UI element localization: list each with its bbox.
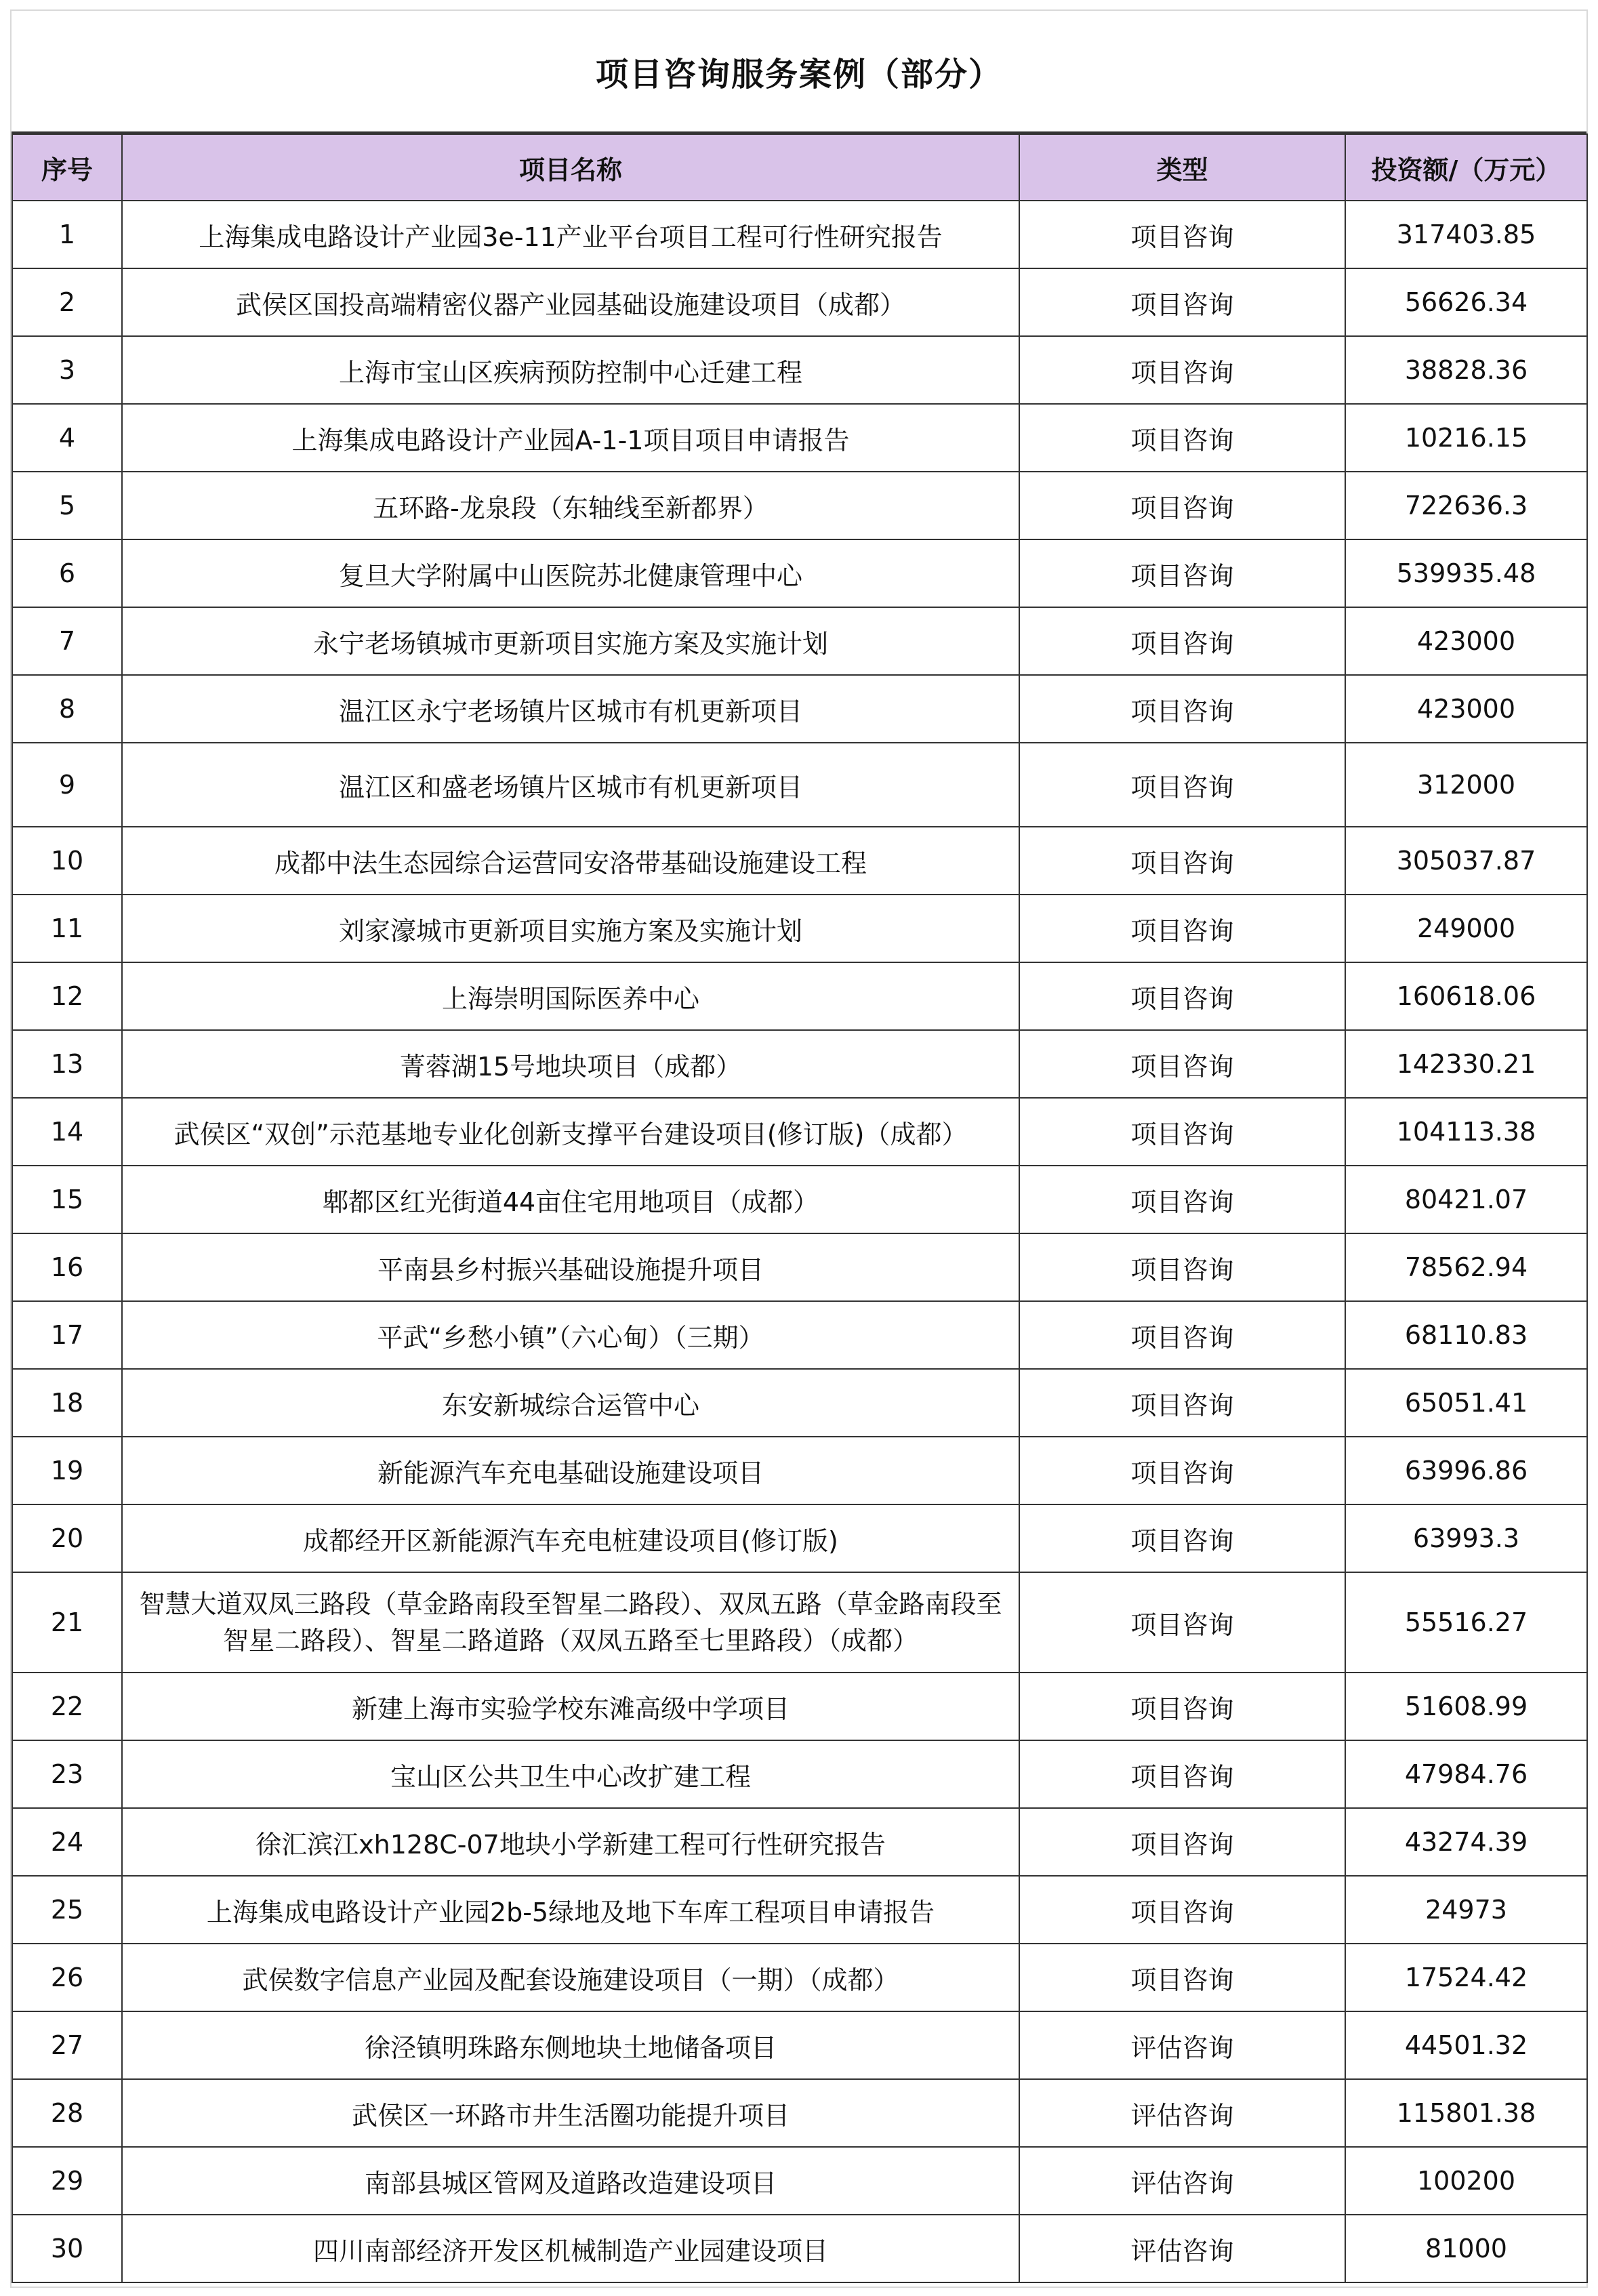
cell-investment: 104113.38 <box>1345 1098 1587 1166</box>
cell-type: 项目咨询 <box>1019 1572 1345 1673</box>
cell-project-name: 宝山区公共卫生中心改扩建工程 <box>122 1740 1019 1808</box>
table-row <box>12 1437 1587 1504</box>
table-row <box>12 539 1587 607</box>
cell-project-name: 徐汇滨江xh128C-07地块小学新建工程可行性研究报告 <box>122 1808 1019 1876</box>
cell-project-name: 四川南部经济开发区机械制造产业园建设项目 <box>122 2215 1019 2282</box>
cell-index: 4 <box>12 404 122 472</box>
cell-index: 16 <box>12 1233 122 1301</box>
cell-project-name: 武侯数字信息产业园及配套设施建设项目（一期）（成都） <box>122 1944 1019 2011</box>
cell-index: 1 <box>12 201 122 268</box>
cell-type: 项目咨询 <box>1019 1098 1345 1166</box>
cell-investment: 100200 <box>1345 2147 1587 2215</box>
cell-type: 项目咨询 <box>1019 539 1345 607</box>
cell-type: 项目咨询 <box>1019 962 1345 1030</box>
cell-project-name: 成都经开区新能源汽车充电桩建设项目(修订版) <box>122 1504 1019 1572</box>
cell-project-name: 温江区永宁老场镇片区城市有机更新项目 <box>122 675 1019 743</box>
table-row <box>12 1030 1587 1098</box>
cell-type: 评估咨询 <box>1019 2011 1345 2079</box>
table-row <box>12 1572 1587 1673</box>
cell-investment: 51608.99 <box>1345 1673 1587 1740</box>
cell-investment: 305037.87 <box>1345 827 1587 895</box>
cell-project-name: 平武“乡愁小镇”（六心甸）（三期） <box>122 1301 1019 1369</box>
cell-type: 项目咨询 <box>1019 1740 1345 1808</box>
cell-index: 8 <box>12 675 122 743</box>
cell-project-name: 上海市宝山区疾病预防控制中心迁建工程 <box>122 336 1019 404</box>
table-row <box>12 1944 1587 2011</box>
cell-type: 项目咨询 <box>1019 743 1345 827</box>
cell-project-name: 东安新城综合运管中心 <box>122 1369 1019 1437</box>
case-sheet <box>10 9 1588 2288</box>
cell-type: 项目咨询 <box>1019 607 1345 675</box>
cell-type: 项目咨询 <box>1019 472 1345 539</box>
cell-type: 项目咨询 <box>1019 1437 1345 1504</box>
cell-project-name: 武侯区国投高端精密仪器产业园基础设施建设项目（成都） <box>122 268 1019 336</box>
cell-investment: 63993.3 <box>1345 1504 1587 1572</box>
cell-type: 项目咨询 <box>1019 895 1345 962</box>
cell-index: 20 <box>12 1504 122 1572</box>
table-row <box>12 607 1587 675</box>
cell-type: 项目咨询 <box>1019 1301 1345 1369</box>
table-row <box>12 201 1587 268</box>
cell-type: 项目咨询 <box>1019 1673 1345 1740</box>
table-row <box>12 1233 1587 1301</box>
table-row <box>12 675 1587 743</box>
cell-type: 项目咨询 <box>1019 1504 1345 1572</box>
cell-type: 项目咨询 <box>1019 1876 1345 1944</box>
header-investment: 投资额/（万元） <box>1345 134 1587 201</box>
table-row <box>12 1876 1587 1944</box>
cell-index: 30 <box>12 2215 122 2282</box>
cell-project-name: 上海集成电路设计产业园2b-5绿地及地下车库工程项目申请报告 <box>122 1876 1019 1944</box>
cell-type: 项目咨询 <box>1019 1808 1345 1876</box>
cell-project-name: 复旦大学附属中山医院苏北健康管理中心 <box>122 539 1019 607</box>
cell-type: 项目咨询 <box>1019 201 1345 268</box>
cell-type: 项目咨询 <box>1019 1030 1345 1098</box>
cell-investment: 44501.32 <box>1345 2011 1587 2079</box>
cell-investment: 56626.34 <box>1345 268 1587 336</box>
cell-investment: 142330.21 <box>1345 1030 1587 1098</box>
cell-index: 21 <box>12 1572 122 1673</box>
cell-project-name: 五环路-龙泉段（东轴线至新都界） <box>122 472 1019 539</box>
cell-project-name: 平南县乡村振兴基础设施提升项目 <box>122 1233 1019 1301</box>
cell-index: 29 <box>12 2147 122 2215</box>
cell-type: 评估咨询 <box>1019 2215 1345 2282</box>
table-row <box>12 827 1587 895</box>
cell-investment: 249000 <box>1345 895 1587 962</box>
cell-index: 13 <box>12 1030 122 1098</box>
cell-investment: 423000 <box>1345 607 1587 675</box>
cell-investment: 24973 <box>1345 1876 1587 1944</box>
cell-index: 7 <box>12 607 122 675</box>
cell-investment: 63996.86 <box>1345 1437 1587 1504</box>
cell-investment: 312000 <box>1345 743 1587 827</box>
cell-project-name: 刘家濠城市更新项目实施方案及实施计划 <box>122 895 1019 962</box>
table-header-row <box>12 134 1587 201</box>
table-row <box>12 743 1587 827</box>
table-row <box>12 1098 1587 1166</box>
cell-investment: 722636.3 <box>1345 472 1587 539</box>
header-name: 项目名称 <box>122 134 1019 201</box>
table-row <box>12 1808 1587 1876</box>
table-row <box>12 2079 1587 2147</box>
cell-project-name: 智慧大道双凤三路段（草金路南段至智星二路段）、双凤五路（草金路南段至智星二路段）、智星二路道路（双凤五路至七里路段）（成都） <box>122 1572 1019 1673</box>
table-row <box>12 472 1587 539</box>
cell-investment: 65051.41 <box>1345 1369 1587 1437</box>
cell-type: 项目咨询 <box>1019 1369 1345 1437</box>
cell-type: 项目咨询 <box>1019 1233 1345 1301</box>
page-title: 项目咨询服务案例（部分） <box>595 55 1002 94</box>
cell-investment: 423000 <box>1345 675 1587 743</box>
cell-investment: 81000 <box>1345 2215 1587 2282</box>
cell-type: 项目咨询 <box>1019 1944 1345 2011</box>
table-row <box>12 1301 1587 1369</box>
cell-index: 27 <box>12 2011 122 2079</box>
cell-index: 10 <box>12 827 122 895</box>
cell-investment: 17524.42 <box>1345 1944 1587 2011</box>
cell-investment: 43274.39 <box>1345 1808 1587 1876</box>
table-row <box>12 268 1587 336</box>
cell-index: 3 <box>12 336 122 404</box>
cell-index: 17 <box>12 1301 122 1369</box>
cell-index: 25 <box>12 1876 122 1944</box>
cell-index: 23 <box>12 1740 122 1808</box>
cell-investment: 68110.83 <box>1345 1301 1587 1369</box>
cell-project-name: 郫都区红光街道44亩住宅用地项目（成都） <box>122 1166 1019 1233</box>
cell-index: 28 <box>12 2079 122 2147</box>
cell-index: 22 <box>12 1673 122 1740</box>
cell-index: 11 <box>12 895 122 962</box>
table-row <box>12 1166 1587 1233</box>
cell-index: 2 <box>12 268 122 336</box>
cell-project-name: 上海集成电路设计产业园A-1-1项目项目申请报告 <box>122 404 1019 472</box>
cell-project-name: 新能源汽车充电基础设施建设项目 <box>122 1437 1019 1504</box>
cell-investment: 160618.06 <box>1345 962 1587 1030</box>
table-row <box>12 1369 1587 1437</box>
cell-project-name: 新建上海市实验学校东滩高级中学项目 <box>122 1673 1019 1740</box>
table-row <box>12 2215 1587 2282</box>
cell-index: 24 <box>12 1808 122 1876</box>
table-row <box>12 2147 1587 2215</box>
cell-project-name: 上海崇明国际医养中心 <box>122 962 1019 1030</box>
table-row <box>12 1504 1587 1572</box>
cell-type: 项目咨询 <box>1019 827 1345 895</box>
table-row <box>12 962 1587 1030</box>
cell-investment: 38828.36 <box>1345 336 1587 404</box>
cell-investment: 78562.94 <box>1345 1233 1587 1301</box>
cell-project-name: 菁蓉湖15号地块项目（成都） <box>122 1030 1019 1098</box>
cell-investment: 317403.85 <box>1345 201 1587 268</box>
cell-project-name: 上海集成电路设计产业园3e-11产业平台项目工程可行性研究报告 <box>122 201 1019 268</box>
cell-index: 19 <box>12 1437 122 1504</box>
cell-type: 项目咨询 <box>1019 336 1345 404</box>
cell-type: 评估咨询 <box>1019 2079 1345 2147</box>
cell-type: 项目咨询 <box>1019 268 1345 336</box>
cell-project-name: 南部县城区管网及道路改造建设项目 <box>122 2147 1019 2215</box>
table-row <box>12 895 1587 962</box>
cell-project-name: 永宁老场镇城市更新项目实施方案及实施计划 <box>122 607 1019 675</box>
cell-type: 项目咨询 <box>1019 404 1345 472</box>
cell-investment: 47984.76 <box>1345 1740 1587 1808</box>
cell-index: 26 <box>12 1944 122 2011</box>
table-row <box>12 1740 1587 1808</box>
cell-index: 6 <box>12 539 122 607</box>
cell-investment: 539935.48 <box>1345 539 1587 607</box>
cell-project-name: 武侯区一环路市井生活圈功能提升项目 <box>122 2079 1019 2147</box>
cases-table <box>12 134 1588 2283</box>
cell-index: 15 <box>12 1166 122 1233</box>
table-body <box>12 201 1587 2282</box>
cell-type: 项目咨询 <box>1019 1166 1345 1233</box>
table-row <box>12 336 1587 404</box>
cell-investment: 80421.07 <box>1345 1166 1587 1233</box>
cell-investment: 10216.15 <box>1345 404 1587 472</box>
cell-index: 14 <box>12 1098 122 1166</box>
cell-project-name: 温江区和盛老场镇片区城市有机更新项目 <box>122 743 1019 827</box>
header-index: 序号 <box>12 134 122 201</box>
table-row <box>12 404 1587 472</box>
cell-investment: 55516.27 <box>1345 1572 1587 1673</box>
cell-investment: 115801.38 <box>1345 2079 1587 2147</box>
cell-index: 5 <box>12 472 122 539</box>
cell-project-name: 徐泾镇明珠路东侧地块土地储备项目 <box>122 2011 1019 2079</box>
table-row <box>12 1673 1587 1740</box>
cell-index: 9 <box>12 743 122 827</box>
table-row <box>12 2011 1587 2079</box>
header-type: 类型 <box>1019 134 1345 201</box>
cell-index: 12 <box>12 962 122 1030</box>
cell-type: 项目咨询 <box>1019 675 1345 743</box>
cell-type: 评估咨询 <box>1019 2147 1345 2215</box>
title-row <box>12 11 1586 134</box>
cell-project-name: 成都中法生态园综合运营同安洛带基础设施建设工程 <box>122 827 1019 895</box>
cell-index: 18 <box>12 1369 122 1437</box>
cell-project-name: 武侯区“双创”示范基地专业化创新支撑平台建设项目(修订版)（成都） <box>122 1098 1019 1166</box>
